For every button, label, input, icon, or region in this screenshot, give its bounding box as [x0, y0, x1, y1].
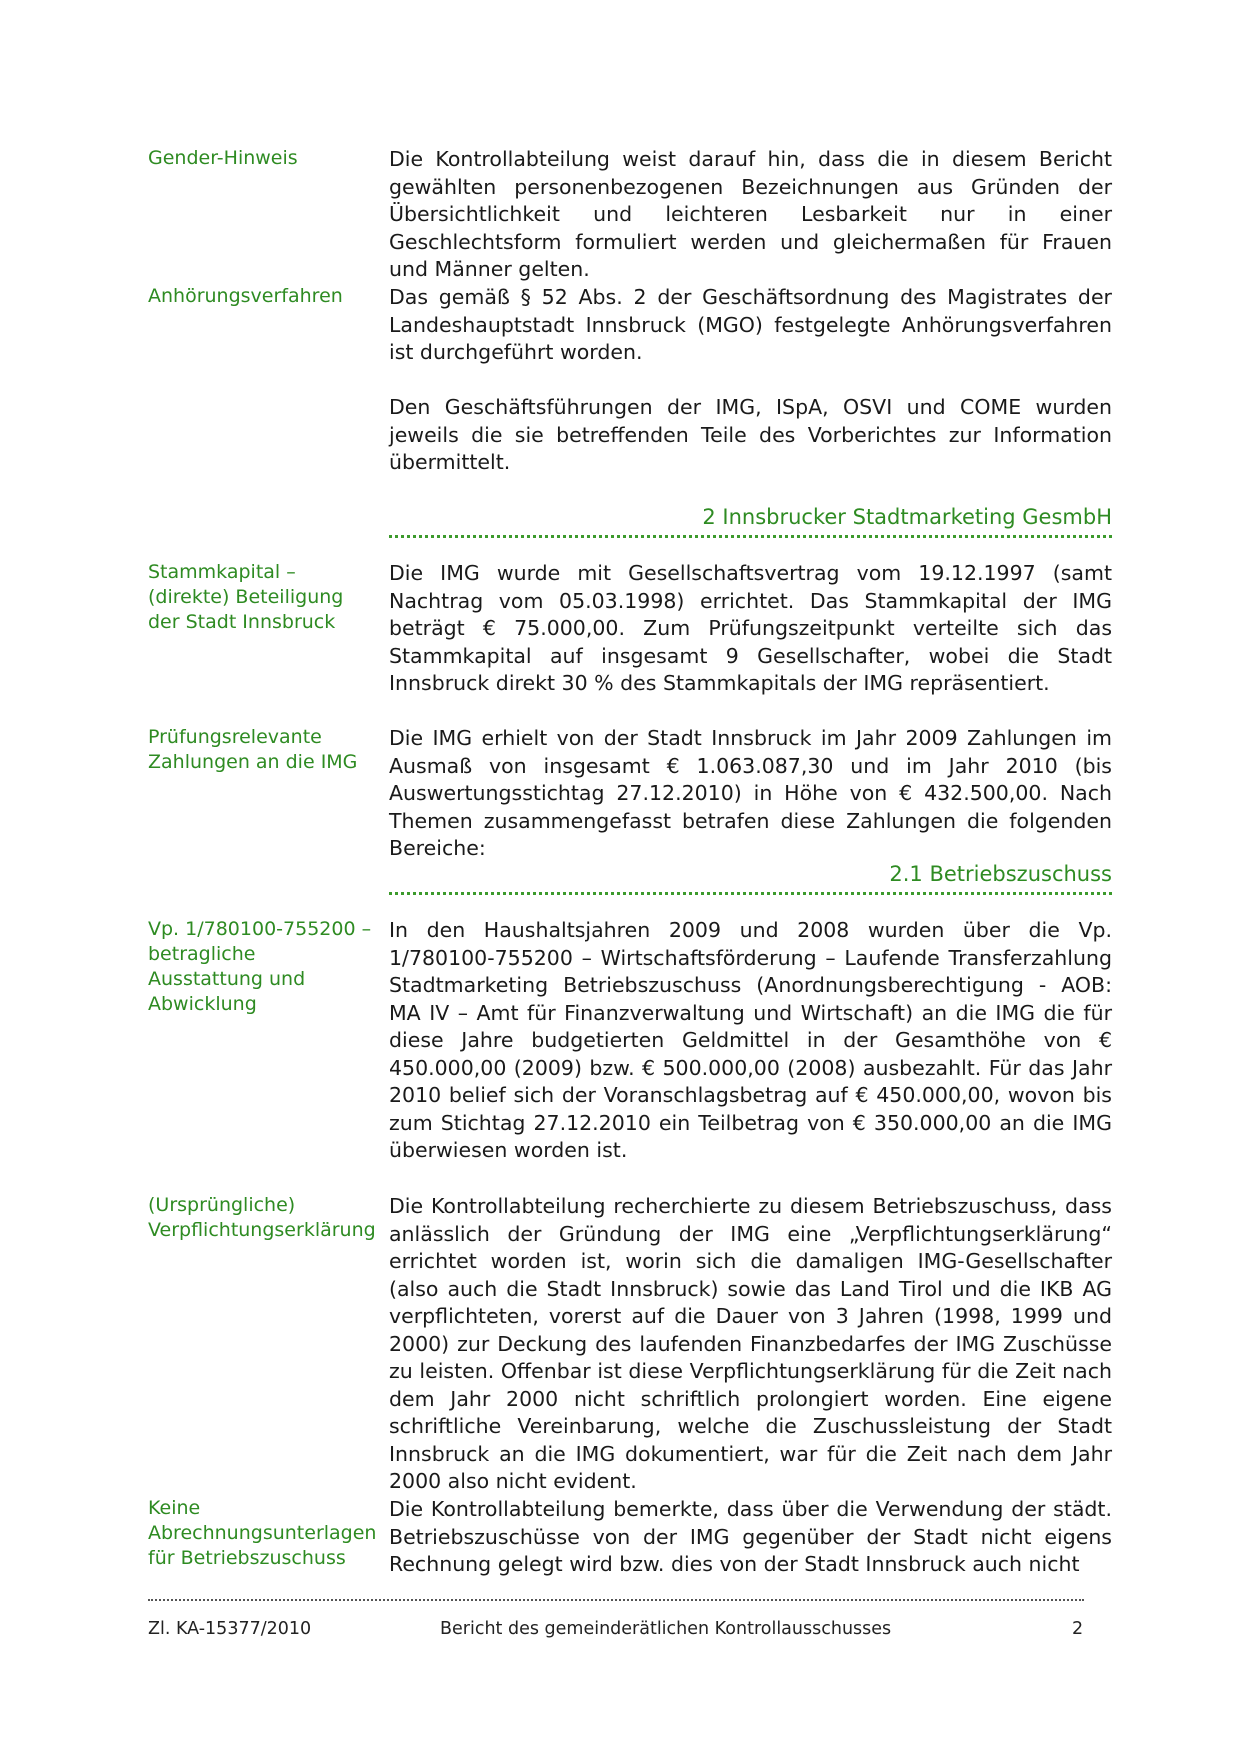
paragraph-gender: Die Kontrollabteilung weist darauf hin, dass die in diesem Bericht gewählten personenbezogenen Bezeichnungen aus Gründen der Übersichtlichkeit und leichteren Lesbarkeit nur in einer Geschlechtsform formuliert werden und gleichermaßen für Frauen und Männer gelten. [389, 147, 1112, 281]
margin-note-stammkapital: Stammkapital – (direkte) Beteiligung der Stadt Innsbruck [148, 561, 344, 633]
heading-section-2: 2 Innsbrucker Stadtmarketing GesmbH [389, 503, 1112, 538]
heading-section-2-1: 2.1 Betriebszuschuss [389, 860, 1112, 895]
margin-note-anhoerung: Anhörungsverfahren [148, 285, 343, 307]
footer-divider [148, 1599, 1084, 1601]
footer-title: Bericht des gemeinderätlichen Kontrollausschusses [440, 1619, 892, 1639]
paragraph-anhoerung: Das gemäß § 52 Abs. 2 der Geschäftsordnung des Magistrates der Landeshauptstadt Innsbruck (MGO) festgelegte Anhörungsverfahren ist durchgeführt worden. [389, 285, 1112, 364]
margin-note-zahlungen: Prüfungsrelevante Zahlungen an die IMG [148, 726, 358, 773]
margin-note-gender: Gender-Hinweis [148, 147, 298, 169]
paragraph-vp: In den Haushaltsjahren 2009 und 2008 wurden über die Vp. 1/780100-755200 – Wirtschaftsförderung – Laufende Transferzahlung Stadtmarketing Betriebszuschuss (Anordnungsberechtigung - AOB: MA IV – Amt für Finanzverwaltung und Wirtschaft) an die IMG die für diese Jahre budgetierten Geldmittel in der Gesamthöhe von € 450.000,00 (2009) bzw. € 500.000,00 (2008) ausbezahlt. Für das Jahr 2010 belief sich der Voranschlagsbetrag auf € 450.000,00, wovon bis zum Stichtag 27.12.2010 ein Teilbetrag von € 350.000,00 an die IMG überwiesen worden ist. [389, 918, 1112, 1162]
paragraph-zahlungen: Die IMG erhielt von der Stadt Innsbruck im Jahr 2009 Zahlungen im Ausmaß von insgesamt € 1.063.087,30 und im Jahr 2010 (bis Auswertungsstichtag 27.12.2010) in Höhe von € 432.500,00. Nach Themen zusammengefasst betrafen diese Zahlungen die folgenden Bereiche: [389, 726, 1112, 860]
paragraph-anhoerung-2: Den Geschäftsführungen der IMG, ISpA, OSVI und COME wurden jeweils die sie betreffenden Teile des Vorberichtes zur Information übermittelt. [389, 395, 1112, 474]
paragraph-stammkapital: Die IMG wurde mit Gesellschaftsvertrag vom 19.12.1997 (samt Nachtrag vom 05.03.1998) errichtet. Das Stammkapital der IMG beträgt € 75.000,00. Zum Prüfungszeitpunkt verteilte sich das Stammkapital auf insgesamt 9 Gesellschafter, wobei die Stadt Innsbruck direkt 30 % des Stammkapitals der IMG repräsentiert. [389, 561, 1112, 695]
paragraph-verpflichtung: Die Kontrollabteilung recherchierte zu diesem Betriebszuschuss, dass anlässlich der Gründung der IMG eine „Verpflichtungserklärung“ errichtet worden ist, worin sich die damaligen IMG-Gesellschafter (also auch die Stadt Innsbruck) sowie das Land Tirol und die IKB AG verpflichteten, vorerst auf die Dauer von 3 Jahren (1998, 1999 und 2000) zur Deckung des laufenden Finanzbedarfes der IMG Zuschüsse zu leisten. Offenbar ist diese Verpflichtungserklärung für die Zeit nach dem Jahr 2000 nicht schriftlich prolongiert worden. Eine eigene schriftliche Vereinbarung, welche die Zuschussleistung der Stadt Innsbruck an die IMG dokumentiert, war für die Zeit nach dem Jahr 2000 also nicht evident. [389, 1194, 1112, 1493]
margin-note-abrechnung: Keine Abrechnungsunterlagen für Betriebszuschuss [148, 1497, 377, 1569]
margin-note-vp: Vp. 1/780100-755200 – betragliche Ausstattung und Abwicklung [148, 918, 372, 1015]
footer-page-number: 2 [1072, 1619, 1084, 1639]
paragraph-abrechnung: Die Kontrollabteilung bemerkte, dass über die Verwendung der städt. Betriebszuschüsse von der IMG gegenüber der Stadt nicht eigens Rechnung gelegt wird bzw. dies von der Stadt Innsbruck auch nicht [389, 1497, 1112, 1576]
margin-note-verpflichtung: (Ursprüngliche) Verpflichtungserklärung [148, 1194, 376, 1241]
footer-reference: Zl. KA-15377/2010 [148, 1619, 312, 1639]
